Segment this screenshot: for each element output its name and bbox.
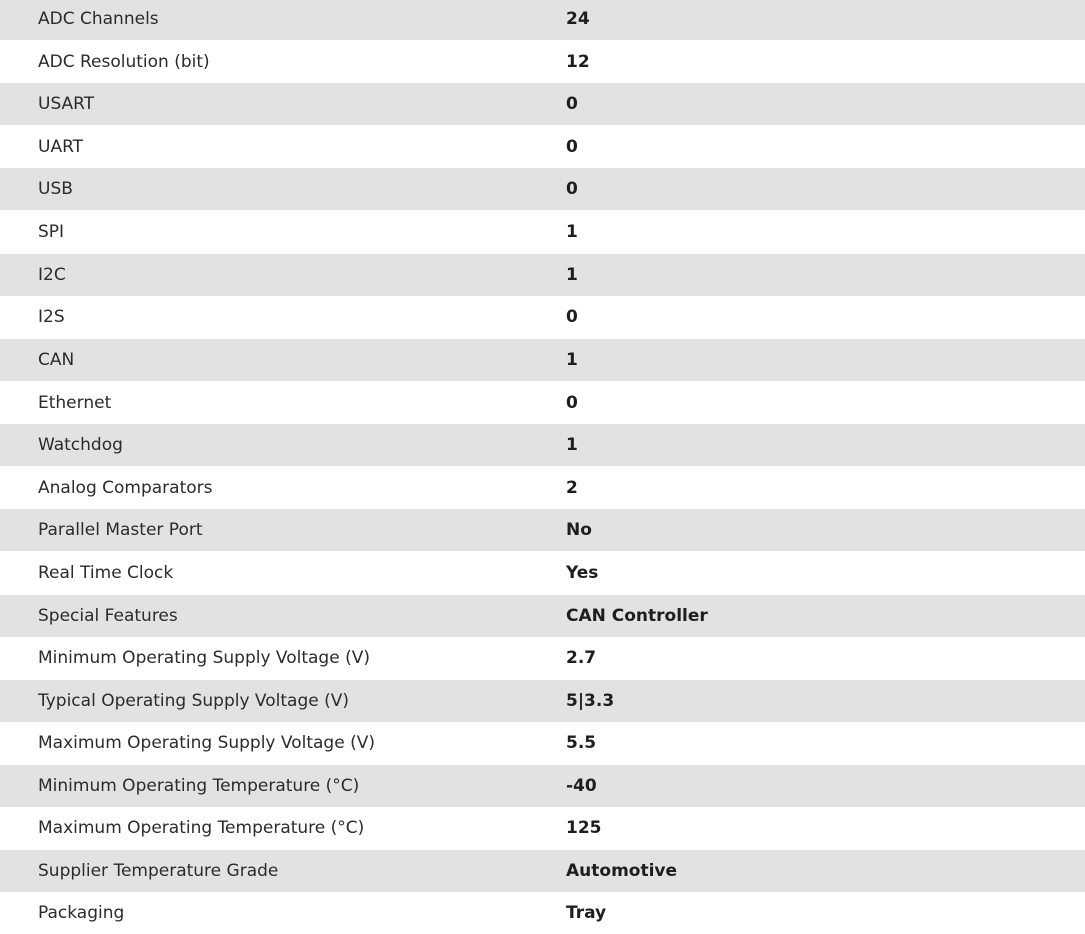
spec-value: 1 <box>566 435 578 455</box>
spec-label: USB <box>38 179 73 199</box>
spec-label: SPI <box>38 222 65 242</box>
spec-label: Watchdog <box>38 435 123 455</box>
spec-value: 24 <box>566 9 590 29</box>
spec-label: Packaging <box>38 903 125 923</box>
spec-value: CAN Controller <box>566 606 708 626</box>
spec-value: 5.5 <box>566 733 597 753</box>
spec-label: ADC Resolution (bit) <box>38 52 210 72</box>
spec-value: 0 <box>566 393 578 413</box>
spec-label: USART <box>38 94 95 114</box>
spec-value: 2 <box>566 478 578 498</box>
spec-label: Ethernet <box>38 393 112 413</box>
spec-value: 2.7 <box>566 648 597 668</box>
spec-value: 0 <box>566 137 578 157</box>
spec-value: 1 <box>566 350 578 370</box>
spec-row-real-time-clock <box>0 552 1085 594</box>
spec-row-adc-resolution <box>0 41 1085 83</box>
spec-label: Maximum Operating Supply Voltage (V) <box>38 733 375 753</box>
spec-label: Analog Comparators <box>38 478 213 498</box>
spec-row-uart <box>0 126 1085 168</box>
spec-label: I2S <box>38 307 65 327</box>
spec-label: Special Features <box>38 606 178 626</box>
spec-row-watchdog <box>0 424 1085 466</box>
spec-label: I2C <box>38 265 66 285</box>
spec-value: 125 <box>566 818 602 838</box>
spec-row-adc-channels <box>0 0 1085 40</box>
spec-value: Tray <box>566 903 607 923</box>
spec-value: -40 <box>566 776 597 796</box>
spec-label: Typical Operating Supply Voltage (V) <box>38 691 349 711</box>
spec-row-i2c <box>0 254 1085 296</box>
spec-row-max-supply-voltage <box>0 722 1085 764</box>
spec-row-parallel-master-port <box>0 509 1085 551</box>
spec-label: Parallel Master Port <box>38 520 203 540</box>
spec-value: Automotive <box>566 861 678 881</box>
spec-value: 0 <box>566 94 578 114</box>
spec-label: Minimum Operating Supply Voltage (V) <box>38 648 370 668</box>
spec-row-temperature-grade <box>0 850 1085 892</box>
spec-row-packaging <box>0 892 1085 934</box>
spec-label: Minimum Operating Temperature (°C) <box>38 776 360 796</box>
spec-label: Real Time Clock <box>38 563 174 583</box>
spec-value: 1 <box>566 265 578 285</box>
spec-row-analog-comparators <box>0 467 1085 509</box>
spec-label: Supplier Temperature Grade <box>38 861 279 881</box>
spec-row-i2s <box>0 296 1085 338</box>
spec-row-typical-supply-voltage <box>0 680 1085 722</box>
spec-value: No <box>566 520 592 540</box>
spec-row-special-features <box>0 595 1085 637</box>
spec-row-min-temperature <box>0 765 1085 807</box>
spec-row-usart <box>0 83 1085 125</box>
spec-label: ADC Channels <box>38 9 159 29</box>
spec-label: CAN <box>38 350 75 370</box>
spec-row-can <box>0 339 1085 381</box>
spec-label: UART <box>38 137 84 157</box>
spec-row-min-supply-voltage <box>0 637 1085 679</box>
spec-value: Yes <box>566 563 599 583</box>
spec-row-max-temperature <box>0 807 1085 849</box>
spec-value: 0 <box>566 307 578 327</box>
spec-row-usb <box>0 168 1085 210</box>
spec-value: 5|3.3 <box>566 691 615 711</box>
spec-value: 1 <box>566 222 578 242</box>
spec-value: 0 <box>566 179 578 199</box>
spec-row-ethernet <box>0 382 1085 424</box>
spec-row-spi <box>0 211 1085 253</box>
spec-value: 12 <box>566 52 590 72</box>
spec-label: Maximum Operating Temperature (°C) <box>38 818 365 838</box>
